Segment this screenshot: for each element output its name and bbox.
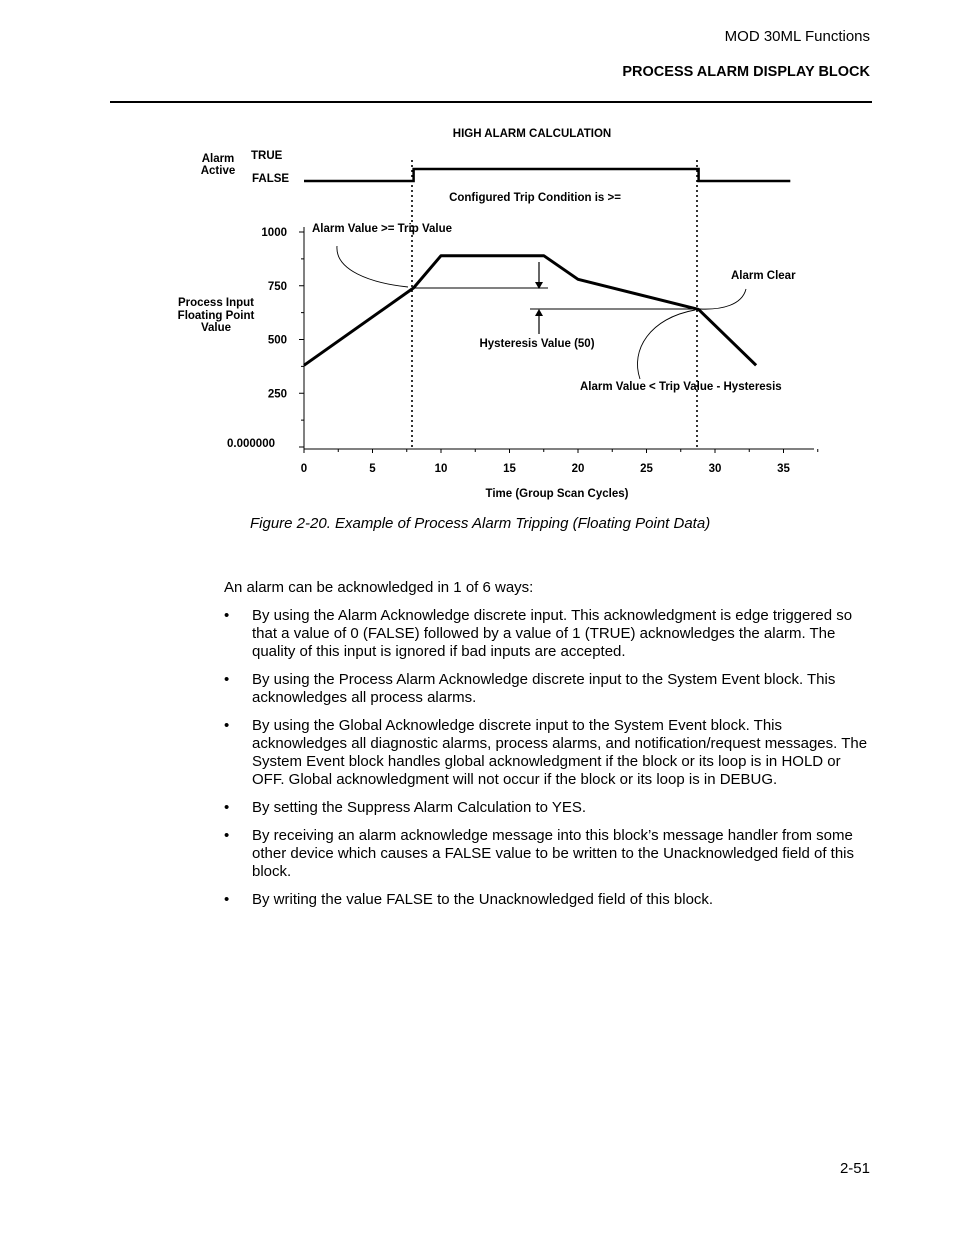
true-state-label: TRUE [251, 150, 283, 162]
y-tick-label: 250 [267, 388, 287, 401]
x-tick-label: 5 [369, 463, 376, 475]
annotation-trip: Alarm Value >= Trip Value [312, 223, 452, 235]
bullet-marker: • [224, 671, 230, 688]
x-tick-label: 30 [708, 463, 722, 475]
x-tick-label: 25 [640, 463, 653, 475]
y-axis-label-line1: Process Input [177, 297, 255, 309]
list-item-text: By using the Process Alarm Acknowledge discrete input to the System Event block. This acknowledges all process alarms. [252, 671, 836, 706]
list-item [224, 799, 874, 817]
x-axis-label: Time (Group Scan Cycles) [485, 488, 629, 500]
annotation-clear-leader [700, 289, 746, 309]
list-item [224, 717, 874, 789]
list-item [224, 827, 874, 881]
annotation-below-leader [637, 310, 695, 379]
x-tick-label: 20 [571, 463, 585, 475]
x-tick-label: 0 [300, 463, 308, 475]
list-item-text: By using the Alarm Acknowledge discrete input. This acknowledgment is edge triggered so that a value of 0 (FALSE) followed by a value of 1 (TRUE) acknowledges the alarm. The quality of this input is ignored if bad inputs are accepted. [252, 607, 853, 660]
x-tick-label: 35 [777, 463, 790, 475]
x-tick-label: 15 [503, 463, 516, 475]
false-state-label: FALSE [252, 173, 290, 185]
list-item-text: By writing the value FALSE to the Unacknowledged field of this block. [252, 891, 714, 908]
x-tick-label: 10 [434, 463, 448, 475]
y-tick-label: 750 [267, 280, 287, 293]
acknowledge-methods-list [224, 607, 874, 919]
axis-ticks [227, 227, 818, 475]
annotation-alarm-clear: Alarm Clear [731, 270, 796, 282]
figure-caption: Figure 2-20. Example of Process Alarm Tripping (Floating Point Data) [250, 515, 711, 532]
running-header-section: MOD 30ML Functions [724, 28, 870, 45]
y-axis-label-line2: Floating Point [177, 310, 255, 322]
y-axis-label-line3: Value [200, 322, 232, 334]
list-item-text: By receiving an alarm acknowledge message into this block’s message handler from some other device which causes a FALSE value to be written to the Unacknowledged field of this block. [252, 827, 855, 880]
y-tick-label: 500 [267, 334, 287, 347]
y-tick-label: 0.000000 [227, 438, 275, 450]
alarm-active-trace [304, 169, 790, 181]
bullet-marker: • [224, 799, 230, 816]
intro-paragraph: An alarm can be acknowledged in 1 of 6 ways: [224, 579, 534, 596]
bullet-marker: • [224, 717, 230, 734]
running-header-title: PROCESS ALARM DISPLAY BLOCK [622, 64, 870, 80]
y-tick-label: 1000 [261, 227, 287, 239]
alarm-axis-label-line2: Active [200, 165, 236, 177]
high-alarm-figure [0, 0, 954, 540]
list-item [224, 607, 874, 661]
bullet-marker: • [224, 891, 230, 908]
annotation-hysteresis: Hysteresis Value (50) [479, 338, 595, 350]
annotation-below-threshold: Alarm Value < Trip Value - Hysteresis [580, 381, 782, 393]
hysteresis-arrowhead-up [535, 309, 543, 316]
alarm-axis-label-line1: Alarm [201, 153, 235, 165]
annotation-trip-leader [337, 246, 408, 287]
list-item-text: By setting the Suppress Alarm Calculation to YES. [252, 799, 587, 816]
bullet-marker: • [224, 827, 230, 844]
configured-trip-label: Configured Trip Condition is >= [449, 192, 621, 204]
list-item [224, 891, 874, 909]
page-number: 2-51 [839, 1160, 870, 1177]
bullet-marker: • [224, 607, 230, 624]
chart-title: HIGH ALARM CALCULATION [452, 128, 612, 140]
list-item-text: By using the Global Acknowledge discrete input to the System Event block. This acknowledges all diagnostic alarms, process alarms, and notification/request messages. The System Event block handles global acknowledgment if the block or its loop is in HOLD or OFF. Global acknowledgment will not occur if the block or its loop is in DEBUG. [252, 717, 868, 788]
list-item [224, 671, 874, 707]
